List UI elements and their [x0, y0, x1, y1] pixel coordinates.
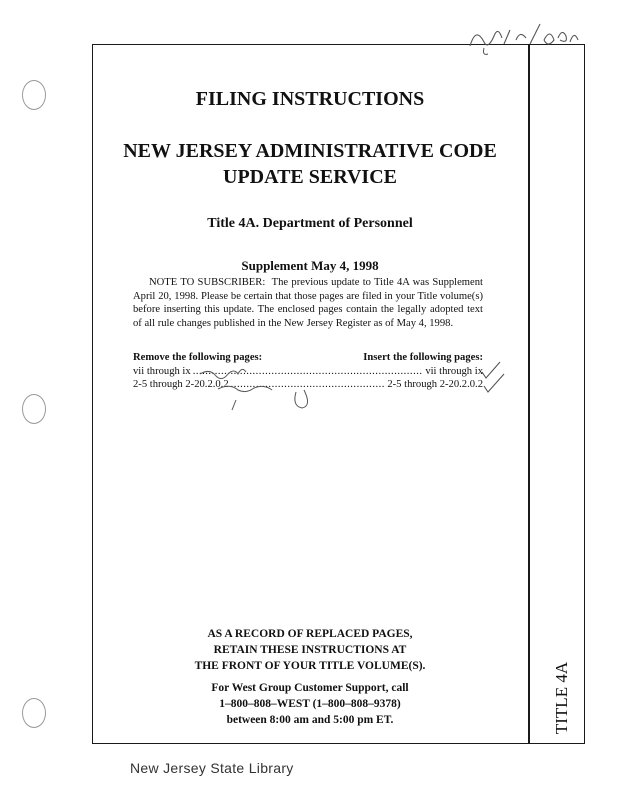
- side-tab-label: TITLE 4A: [552, 661, 571, 735]
- subscriber-note: NOTE TO SUBSCRIBER: The previous update to Title 4A was Supplement April 20, 1998. Please be certain that those pages are filed in your Title volume(s) before inserting this update. The enclosed pages contain the legally adopted text of all rule changes published in the New Jersey Register as of May 4, 1998.: [133, 277, 483, 329]
- binder-hole-top: [22, 80, 46, 110]
- list-header: Remove the following pages: Insert the following pages:: [133, 352, 483, 363]
- list-item: vii through ix ..... vii through ix: [133, 365, 483, 379]
- record-instructions: AS A RECORD OF REPLACED PAGES, RETAIN THESE INSTRUCTIONS AT THE FRONT OF YOUR TITLE VOLUME(S).: [194, 628, 426, 672]
- binder-hole-middle: [22, 394, 46, 424]
- page-replacement-list: [133, 351, 483, 392]
- document-title: FILING INSTRUCTIONS: [195, 88, 425, 110]
- library-stamp: New Jersey State Library: [130, 760, 294, 776]
- list-item: 2-5 through 2-20.2.0.2 ..... 2-5 through 2-20.2.0.2: [133, 378, 483, 392]
- supplement-date: Supplement May 4, 1998: [241, 258, 379, 273]
- code-title: NEW JERSEY ADMINISTRATIVE CODE UPDATE SERVICE: [123, 140, 497, 188]
- tab-divider: [528, 44, 530, 744]
- binder-hole-bottom: [22, 698, 46, 728]
- customer-support: For West Group Customer Support, call 1–800–808–WEST (1–800–808–9378) between 8:00 am and 5:00 pm ET.: [211, 682, 409, 726]
- title-subtitle: Title 4A. Department of Personnel: [207, 216, 413, 231]
